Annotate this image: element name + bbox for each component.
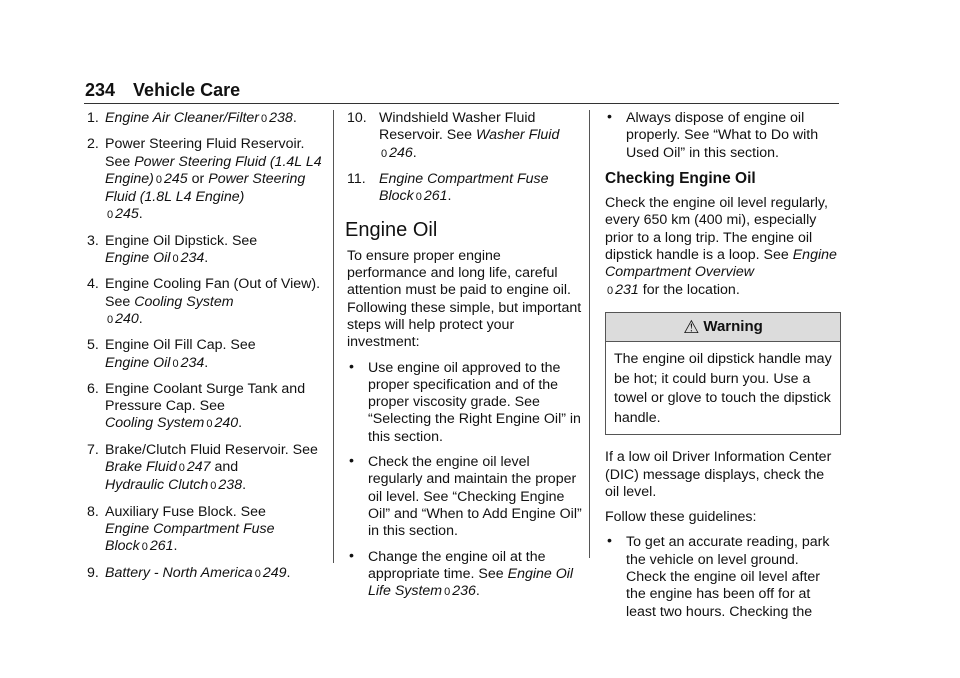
- list-item: 9. Battery - North America 0 249.: [87, 564, 291, 581]
- warning-header: [606, 313, 840, 342]
- bullet-item: • To get an accurate reading, park the vehicle on level ground. Check the engine oil level after the engine has been off for at least two hours. Checking the: [607, 533, 830, 620]
- cross-ref-link[interactable]: Power Steering Fluid (1.8L L4 Engine): [105, 170, 306, 206]
- page-ref-icon: 0: [172, 357, 179, 370]
- warning-box: [605, 312, 841, 435]
- bullet-icon: •: [607, 533, 612, 550]
- section-heading: Engine Oil: [345, 219, 438, 242]
- bullet-icon: •: [349, 453, 354, 470]
- list-item: 8. Auxiliary Fuse Block. See Engine Compartment Fuse Block 0 261.: [87, 503, 275, 555]
- list-item: 10. Windshield Washer Fluid Reservoir. See Washer Fluid 0 246.: [347, 110, 560, 161]
- cross-ref-link[interactable]: Hydraulic Clutch: [105, 477, 209, 494]
- page-ref-icon: 0: [172, 253, 179, 266]
- list-item: 3. Engine Oil Dipstick. See Engine Oil 0 234.: [87, 232, 258, 267]
- warning-icon: ⚠: [683, 316, 700, 337]
- column-divider-1: [333, 110, 334, 563]
- bullet-icon: •: [607, 109, 612, 125]
- page-ref-icon: 0: [178, 462, 185, 475]
- column-3: [605, 110, 841, 629]
- page-ref-icon: 0: [206, 418, 213, 431]
- list-item: 2. Power Steering Fluid Reservoir. See Power Steering Fluid (1.4L L4 Engine) 0 245 or Power Steering Fluid (1.8L L4 Engine) 0 245.: [87, 136, 322, 223]
- cross-ref-link[interactable]: Engine Compartment Fuse Block: [105, 520, 275, 555]
- cross-ref-link[interactable]: Brake Fluid: [105, 459, 177, 476]
- column-1: [87, 110, 325, 591]
- cross-ref-link[interactable]: Engine Compartment Fuse Block: [379, 170, 549, 205]
- cross-ref-link[interactable]: Cooling System: [134, 293, 234, 310]
- page-ref-icon: 0: [261, 113, 268, 125]
- intro-paragraph: To ensure proper engine performance and long life, careful attention must be paid to engine oil. Following these simple, but important steps will help protect your investment:: [347, 247, 582, 351]
- page-ref-icon: 0: [141, 541, 148, 554]
- bullet-icon: •: [349, 547, 354, 564]
- list-item: 11. Engine Compartment Fuse Block 0 261.: [347, 170, 549, 205]
- page-ref-icon: 0: [155, 173, 163, 186]
- list-item: 6. Engine Coolant Surge Tank and Pressure Cap. See Cooling System 0 240.: [87, 380, 306, 432]
- page-ref-icon: 0: [415, 191, 422, 204]
- cross-ref-link[interactable]: Engine Oil: [105, 250, 171, 267]
- cross-ref-link[interactable]: Cooling System: [105, 415, 205, 432]
- list-item: 4. Engine Cooling Fan (Out of View). See Cooling System 0 240.: [87, 276, 321, 327]
- bullet-icon: •: [349, 358, 354, 375]
- list-item: 5. Engine Oil Fill Cap. See Engine Oil 0 234.: [87, 337, 256, 371]
- bullet-item: • Check the engine oil level regularly and maintain the proper oil level. See “Checking Engine Oil” and “When to Add Engine Oil” in this section.: [349, 453, 582, 540]
- bullet-item: • Change the engine oil at the appropriate time. See Engine Oil Life System 0 236.: [349, 547, 574, 600]
- page-ref-icon: 0: [107, 209, 114, 222]
- page-number: 234: [85, 80, 116, 100]
- cross-ref-link[interactable]: Washer Fluid: [476, 127, 560, 144]
- cross-ref-link[interactable]: Engine Oil Life System: [368, 565, 574, 600]
- bullet-item: • Use engine oil approved to the proper specification and of the proper viscosity grade. See “Selecting the Right Engine Oil” in this section.: [349, 358, 581, 445]
- column-divider-2: [589, 110, 590, 558]
- warning-text: The engine oil dipstick handle may be hot; it could burn you. Use a towel or glove to touch the dipstick handle.: [614, 351, 832, 426]
- paragraph: Follow these guidelines:: [605, 509, 757, 526]
- paragraph: Check the engine oil level regularly, every 650 km (400 mi), especially prior to a long trip. The engine oil dipstick handle is a loop. See Engine Compartment Overview 0 231 for the location.: [605, 195, 837, 298]
- list-item: 7. Brake/Clutch Fluid Reservoir. See Brake Fluid 0 247 and Hydraulic Clutch 0 238.: [87, 441, 318, 494]
- page-ref-icon: 0: [210, 480, 217, 493]
- cross-ref-link[interactable]: Engine Oil: [105, 354, 171, 371]
- cross-ref-link[interactable]: Engine Compartment Overview: [605, 247, 837, 281]
- page-ref-icon: 0: [444, 586, 451, 599]
- bullet-item: • Always dispose of engine oil properly. See “What to Do with Used Oil” in this section.: [607, 109, 819, 161]
- warning-title: Warning: [703, 317, 763, 335]
- page-ref-icon: 0: [254, 567, 261, 580]
- cross-ref-link[interactable]: Battery - North America: [105, 564, 253, 581]
- page-header: [85, 80, 240, 101]
- page-ref-icon: 0: [107, 313, 114, 326]
- subsection-heading: Checking Engine Oil: [605, 169, 756, 187]
- column-2: [347, 110, 582, 609]
- paragraph: If a low oil Driver Information Center (DIC) message displays, check the oil level.: [605, 449, 832, 500]
- page-ref-icon: 0: [607, 284, 614, 297]
- cross-ref-link[interactable]: Engine Air Cleaner/Filter: [105, 110, 260, 126]
- cross-ref-link[interactable]: Power Steering Fluid (1.4L L4 Engine): [105, 153, 322, 187]
- header-rule: [84, 103, 839, 104]
- list-item: 1. Engine Air Cleaner/Filter 0 238.: [87, 110, 297, 126]
- page-ref-icon: 0: [381, 147, 388, 160]
- section-title: Vehicle Care: [133, 80, 241, 100]
